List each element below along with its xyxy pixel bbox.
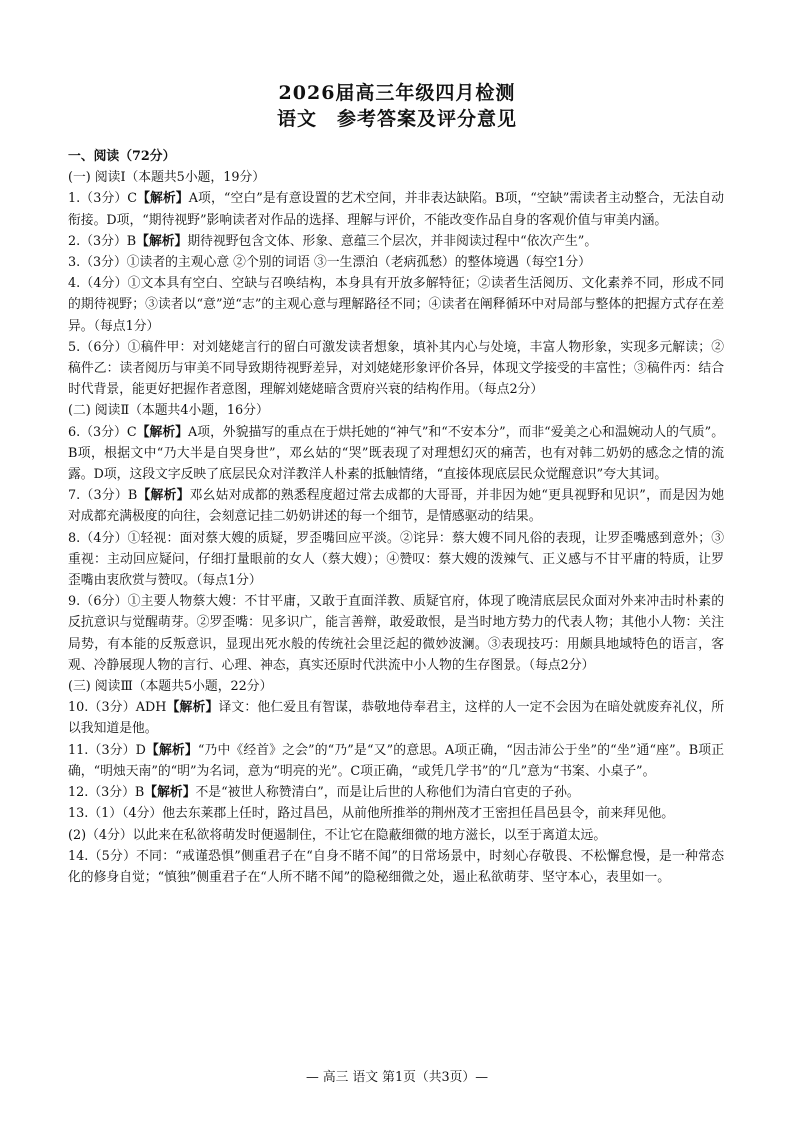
- answer-q1-score: 1.（3分）C: [68, 191, 138, 207]
- answer-content: [68, 146, 724, 888]
- answer-q4: 4.（4分）①文本具有空白、空缺与召唤结构，本身具有开放多解特征；②读者生活阅历、文化素养不同，形成不同的期待视野；③读者以“意”逆“志”的主观心意与理解路径不同；④读者在阐释循环中对局部与整体的把握方式存在差异。（每点1分）: [68, 276, 724, 334]
- answer-q10-text: 译文：他仁爱且有智谋，恭敬地侍奉君主，这样的人一定不会因为在暗处就废弃礼仪，所以我知道是他。: [68, 700, 725, 737]
- page-title: 2026届高三年级四月检测: [278, 82, 516, 104]
- analysis-tag: 【解析】: [137, 488, 190, 504]
- answer-q7-text: 邓幺姑对成都的熟悉程度超过常去成都的大哥哥，并非因为她“更具视野和见识”，而是因为她对成都充满极度的向往，会刻意记挂二奶奶讲述的每一个细节，是情感驱动的结果。: [68, 488, 724, 525]
- answer-q9: 9.（6分）①主要人物蔡大嫂：不甘平庸，又敢于直面洋教、质疑官府，体现了晚清底层民众面对外来冲击时朴素的反抗意识与觉醒萌芽。②罗歪嘴：见多识广，能言善辩，敢爱敢恨，是当时地方势力的代表人物；其他小人物：关注局势，有本能的反叛意识，显现出死水般的传统社会里泛起的微妙波澜。③表现技巧：用颇具地域特色的语言，客观、冷静展现人物的言行、心理、神态，真实还原时代洪流中小人物的生存图景。（每点2分）: [68, 594, 724, 673]
- analysis-tag: 【解析】: [137, 191, 189, 207]
- answer-q13-part1: 13.（1）（4分）他去东莱郡上任时，路过昌邑，从前他所推举的荆州茂才王密担任昌邑县令，前来拜见他。: [68, 806, 675, 822]
- answer-q8: 8.（4分）①轻视：面对蔡大嫂的质疑，罗歪嘴回应平淡。②诧异：蔡大嫂不同凡俗的表现，让罗歪嘴感到意外；③重视：主动回应疑问，仔细打量眼前的女人（蔡大嫂）；④赞叹：蔡大嫂的泼辣气、正义感与不甘平庸的特质，让罗歪嘴由衷欣赏与赞叹。（每点1分）: [68, 530, 724, 589]
- answer-q11: [68, 740, 724, 782]
- section-heading-reading: 一、阅读（72分）: [68, 149, 176, 164]
- answer-q6-text: A项，外貌描写的重点在于烘托她的“神气”和“不安本分”，而非“爱美之心和温婉动人的气质”。B项，根据文中“乃大半是自哭身世”，邓幺姑的“哭”既表现了对理想幻灭的痛苦，也有对韩二奶奶的感念之情的流露。D项，这段文字反映了底层民众对洋教洋人朴素的抵触情绪，“直接体现底层民众觉醒意识”夸大其词。: [68, 424, 724, 483]
- answer-q6: [68, 422, 724, 486]
- answer-q14: 14.（5分）不同：“戒谨恐惧”侧重君子在“自身不睹不闻”的日常场景中，时刻心存敬畏、不松懈怠慢，是一种常态化的修身自觉；“慎独”侧重君子在“人所不睹不闻”的隐秘细微之处，遏止私欲萌芽、坚守本心，表里如一。: [68, 848, 724, 885]
- part-heading-3: (三) 阅读Ⅲ（本题共5小题，22分）: [68, 679, 273, 695]
- answer-q7: [68, 485, 724, 527]
- analysis-tag: 【解析】: [166, 700, 219, 716]
- answer-q5: 5.（6分）①稿件甲：对刘姥姥言行的留白可激发读者想象，填补其内心与处境，丰富人物形象，实现多元解读；②稿件乙：读者阅历与审美不同导致期待视野差异，对刘姥姥形象评价各异，体现文学接受的丰富性；③稿件丙：结合时代背景，能更好把握作者意图，理解刘姥姥暗含贾府兴衰的结构作用。（每点2分）: [68, 339, 724, 398]
- analysis-tag: 【解析】: [136, 424, 188, 440]
- answer-q6-score: 6.（3分）C: [68, 424, 137, 440]
- answer-q12: [68, 782, 724, 803]
- analysis-tag: 【解析】: [144, 785, 196, 801]
- answer-q7-score: 7.（3分）B: [68, 488, 138, 504]
- answer-q1-text: A项，“空白”是有意设置的艺术空间，并非表达缺陷。B项，“空缺”需读者主动整合，无法自动衔接。D项，“期待视野”影响读者对作品的选择、理解与评价，不能改变作品自身的客观价值与审美内涵。: [68, 191, 724, 228]
- page-subtitle: 语文 参考答案及评分意见: [276, 108, 517, 130]
- analysis-tag: 【解析】: [145, 742, 198, 758]
- answer-q13-part2: (2)（4分）以此来在私欲将萌发时便遏制住，不让它在隐蔽细微的地方滋长，以至于离道太远。: [68, 827, 607, 843]
- answer-q10: [68, 697, 724, 739]
- answer-q1: [68, 188, 724, 230]
- answer-q12-score: 12.（3分）B: [68, 785, 145, 801]
- answer-q3: 3.（3分）①读者的主观心意 ②个别的词语 ③一生漂泊（老病孤愁）的整体境遇（每空1分）: [68, 255, 591, 271]
- answer-q2-score: 2.（3分）B: [68, 233, 137, 249]
- analysis-tag: 【解析】: [136, 233, 188, 249]
- answer-q12-text: 不是“被世人称赞清白”，而是让后世的人称他们为清白官吏的子孙。: [195, 785, 580, 801]
- answer-q2: [68, 231, 724, 252]
- part-heading-1: (一) 阅读Ⅰ（本题共5小题，19分）: [68, 170, 266, 186]
- part-heading-2: (二) 阅读Ⅱ（本题共4小题，16分）: [68, 403, 269, 419]
- page-footer: — 高三 语文 第1页（共3页）—: [305, 1070, 489, 1085]
- answer-q11-score: 11.（3分）D: [68, 742, 146, 758]
- answer-q11-text: “乃中《经首》之会”的“乃”是“又”的意思。A项正确，“因击沛公于坐”的“坐”通“座”。B项正确，“明烛天南”的“明”为名词，意为“明亮的光”。C项正确，“或凭几学书”的“几”意为“书案、小桌子”。: [68, 742, 724, 779]
- answer-q2-text: 期待视野包含文体、形象、意蕴三个层次，并非阅读过程中“依次产生”。: [187, 233, 598, 249]
- answer-q10-score: 10.（3分）ADH: [68, 700, 167, 716]
